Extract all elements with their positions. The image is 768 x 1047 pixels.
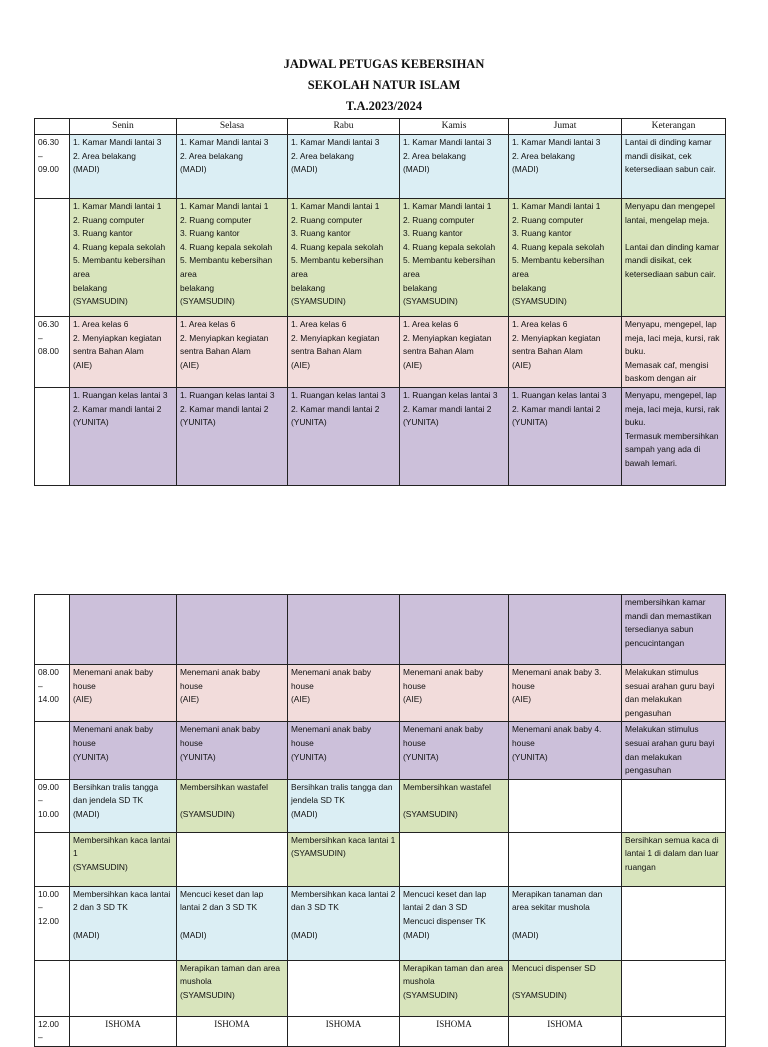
cell-selasa: Menemani anak baby house (YUNITA) — [177, 722, 288, 779]
title-line-1: JADWAL PETUGAS KEBERSIHAN — [283, 57, 485, 71]
cell-time — [35, 387, 70, 485]
cell-jumat: Mencuci dispenser SD (SYAMSUDIN) — [509, 960, 622, 1016]
cell-time: 12.00 – — [35, 1016, 70, 1046]
cell-jumat: Merapikan tanaman dan area sekitar mushola (MADI) — [509, 886, 622, 960]
cell-jumat — [509, 832, 622, 886]
cell-kamis: 1. Kamar Mandi lantai 1 2. Ruang computer 3. Ruang kantor 4. Ruang kepala sekolah 5. Membantu kebersihan area belakang (SYAMSUDIN) — [400, 199, 509, 317]
cell-jumat — [509, 779, 622, 832]
cell-selasa: 1. Kamar Mandi lantai 1 2. Ruang computer 3. Ruang kantor 4. Ruang kepala sekolah 5. Membantu kebersihan area belakang (SYAMSUDIN) — [177, 199, 288, 317]
cell-keterangan: Menyapu, mengepel, lap meja, laci meja, kursi, rak buku. Memasak caf, mengisi baskom dengan air — [622, 317, 726, 388]
cell-time: 06.30 – 08.00 — [35, 317, 70, 388]
header-keterangan: Keterangan — [622, 119, 726, 135]
cell-selasa: Merapikan taman dan area mushola (SYAMSUDIN) — [177, 960, 288, 1016]
cell-keterangan: Melakukan stimulus sesuai arahan guru bayi dan melakukan pengasuhan — [622, 722, 726, 779]
cell-rabu: ISHOMA — [288, 1016, 400, 1046]
table-row — [35, 779, 726, 832]
cell-rabu: Membersihkan kaca lantai 2 dan 3 SD TK (MADI) — [288, 886, 400, 960]
table-row — [35, 387, 726, 485]
cell-senin: 1. Ruangan kelas lantai 3 2. Kamar mandi lantai 2 (YUNITA) — [70, 387, 177, 485]
cell-keterangan — [622, 886, 726, 960]
cell-rabu: 1. Ruangan kelas lantai 3 2. Kamar mandi lantai 2 (YUNITA) — [288, 387, 400, 485]
schedule-table-top — [34, 118, 726, 486]
cell-senin — [70, 595, 177, 665]
cell-rabu — [288, 595, 400, 665]
table-row — [35, 832, 726, 886]
cell-selasa — [177, 595, 288, 665]
cell-rabu: 1. Kamar Mandi lantai 3 2. Area belakang (MADI) — [288, 135, 400, 199]
cell-keterangan: membersihkan kamar mandi dan memastikan tersedianya sabun pencucintangan — [622, 595, 726, 665]
cell-rabu: Bersihkan tralis tangga dan jendela SD TK (MADI) — [288, 779, 400, 832]
cell-kamis: 1. Kamar Mandi lantai 3 2. Area belakang (MADI) — [400, 135, 509, 199]
header-kamis: Kamis — [400, 119, 509, 135]
cell-senin: 1. Area kelas 6 2. Menyiapkan kegiatan sentra Bahan Alam (AIE) — [70, 317, 177, 388]
cell-rabu — [288, 960, 400, 1016]
cell-senin: Membersihkan kaca lantai 2 dan 3 SD TK (MADI) — [70, 886, 177, 960]
cell-senin: 1. Kamar Mandi lantai 1 2. Ruang computer 3. Ruang kantor 4. Ruang kepala sekolah 5. Membantu kebersihan area belakang (SYAMSUDIN) — [70, 199, 177, 317]
cell-keterangan — [622, 1016, 726, 1046]
cell-kamis: Mencuci keset dan lap lantai 2 dan 3 SD Mencuci dispenser TK (MADI) — [400, 886, 509, 960]
cell-rabu: Membersihkan kaca lantai 1 (SYAMSUDIN) — [288, 832, 400, 886]
cell-selasa — [177, 832, 288, 886]
cell-senin: Membersihkan kaca lantai 1 (SYAMSUDIN) — [70, 832, 177, 886]
cell-selasa: ISHOMA — [177, 1016, 288, 1046]
cell-time: 06.30 – 09.00 — [35, 135, 70, 199]
cell-jumat: ISHOMA — [509, 1016, 622, 1046]
cell-jumat — [509, 595, 622, 665]
cell-senin: 1. Kamar Mandi lantai 3 2. Area belakang (MADI) — [70, 135, 177, 199]
cell-selasa: Menemani anak baby house (AIE) — [177, 665, 288, 722]
table-row — [35, 722, 726, 779]
cell-selasa: Mencuci keset dan lap lantai 2 dan 3 SD TK (MADI) — [177, 886, 288, 960]
cell-time — [35, 199, 70, 317]
cell-keterangan — [622, 960, 726, 1016]
document-title — [0, 54, 768, 117]
cell-jumat: 1. Ruangan kelas lantai 3 2. Kamar mandi lantai 2 (YUNITA) — [509, 387, 622, 485]
cell-senin — [70, 960, 177, 1016]
cell-keterangan: Lantai di dinding kamar mandi disikat, cek ketersediaan sabun cair. — [622, 135, 726, 199]
header-selasa: Selasa — [177, 119, 288, 135]
cell-jumat: 1. Kamar Mandi lantai 3 2. Area belakang (MADI) — [509, 135, 622, 199]
table-row — [35, 135, 726, 199]
table-row — [35, 886, 726, 960]
table-row — [35, 665, 726, 722]
header-senin: Senin — [70, 119, 177, 135]
cell-senin: Bersihkan tralis tangga dan jendela SD TK (MADI) — [70, 779, 177, 832]
cell-time: 10.00 – 12.00 — [35, 886, 70, 960]
cell-rabu: Menemani anak baby house (AIE) — [288, 665, 400, 722]
cell-kamis: 1. Area kelas 6 2. Menyiapkan kegiatan sentra Bahan Alam (AIE) — [400, 317, 509, 388]
cell-time — [35, 722, 70, 779]
cell-selasa: 1. Ruangan kelas lantai 3 2. Kamar mandi lantai 2 (YUNITA) — [177, 387, 288, 485]
cell-keterangan: Menyapu, mengepel, lap meja, laci meja, kursi, rak buku. Termasuk membersihkan sampah yang ada di bawah lemari. — [622, 387, 726, 485]
cell-time — [35, 832, 70, 886]
cell-time: 09.00 – 10.00 — [35, 779, 70, 832]
table-row — [35, 595, 726, 665]
cell-selasa: 1. Kamar Mandi lantai 3 2. Area belakang (MADI) — [177, 135, 288, 199]
cell-keterangan: Bersihkan semua kaca di lantai 1 di dalam dan luar ruangan — [622, 832, 726, 886]
cell-rabu: 1. Area kelas 6 2. Menyiapkan kegiatan sentra Bahan Alam (AIE) — [288, 317, 400, 388]
cell-kamis: Menemani anak baby house (AIE) — [400, 665, 509, 722]
table-row — [35, 199, 726, 317]
cell-time — [35, 595, 70, 665]
cell-selasa: 1. Area kelas 6 2. Menyiapkan kegiatan sentra Bahan Alam (AIE) — [177, 317, 288, 388]
cell-keterangan — [622, 779, 726, 832]
table-row — [35, 960, 726, 1016]
cell-kamis: Menemani anak baby house (YUNITA) — [400, 722, 509, 779]
cell-jumat: Menemani anak baby 4. house (YUNITA) — [509, 722, 622, 779]
cell-selasa: Membersihkan wastafel (SYAMSUDIN) — [177, 779, 288, 832]
cell-keterangan: Menyapu dan mengepel lantai, mengelap meja. Lantai dan dinding kamar mandi disikat, cek ketersediaan sabun cair. — [622, 199, 726, 317]
cell-jumat: 1. Area kelas 6 2. Menyiapkan kegiatan sentra Bahan Alam (AIE) — [509, 317, 622, 388]
cell-kamis — [400, 832, 509, 886]
header-time — [35, 119, 70, 135]
cell-kamis: 1. Ruangan kelas lantai 3 2. Kamar mandi lantai 2 (YUNITA) — [400, 387, 509, 485]
cell-senin: Menemani anak baby house (AIE) — [70, 665, 177, 722]
cell-rabu: 1. Kamar Mandi lantai 1 2. Ruang computer 3. Ruang kantor 4. Ruang kepala sekolah 5. Membantu kebersihan area belakang (SYAMSUDIN) — [288, 199, 400, 317]
table-row — [35, 317, 726, 388]
cell-kamis: Membersihkan wastafel (SYAMSUDIN) — [400, 779, 509, 832]
cell-jumat: 1. Kamar Mandi lantai 1 2. Ruang computer 3. Ruang kantor 4. Ruang kepala sekolah 5. Membantu kebersihan area belakang (SYAMSUDIN) — [509, 199, 622, 317]
table-row — [35, 1016, 726, 1046]
cell-keterangan: Melakukan stimulus sesuai arahan guru bayi dan melakukan pengasuhan — [622, 665, 726, 722]
title-line-2: SEKOLAH NATUR ISLAM — [307, 78, 461, 92]
cell-jumat: Menemani anak baby 3. house (AIE) — [509, 665, 622, 722]
header-row — [35, 119, 726, 135]
cell-rabu: Menemani anak baby house (YUNITA) — [288, 722, 400, 779]
cell-kamis — [400, 595, 509, 665]
header-jumat: Jumat — [509, 119, 622, 135]
cell-kamis: Merapikan taman dan area mushola (SYAMSUDIN) — [400, 960, 509, 1016]
cell-kamis: ISHOMA — [400, 1016, 509, 1046]
cell-senin: ISHOMA — [70, 1016, 177, 1046]
header-rabu: Rabu — [288, 119, 400, 135]
schedule-table-bottom — [34, 594, 726, 1047]
cell-time — [35, 960, 70, 1016]
title-line-3: T.A.2023/2024 — [345, 99, 423, 113]
cell-senin: Menemani anak baby house (YUNITA) — [70, 722, 177, 779]
cell-time: 08.00 – 14.00 — [35, 665, 70, 722]
